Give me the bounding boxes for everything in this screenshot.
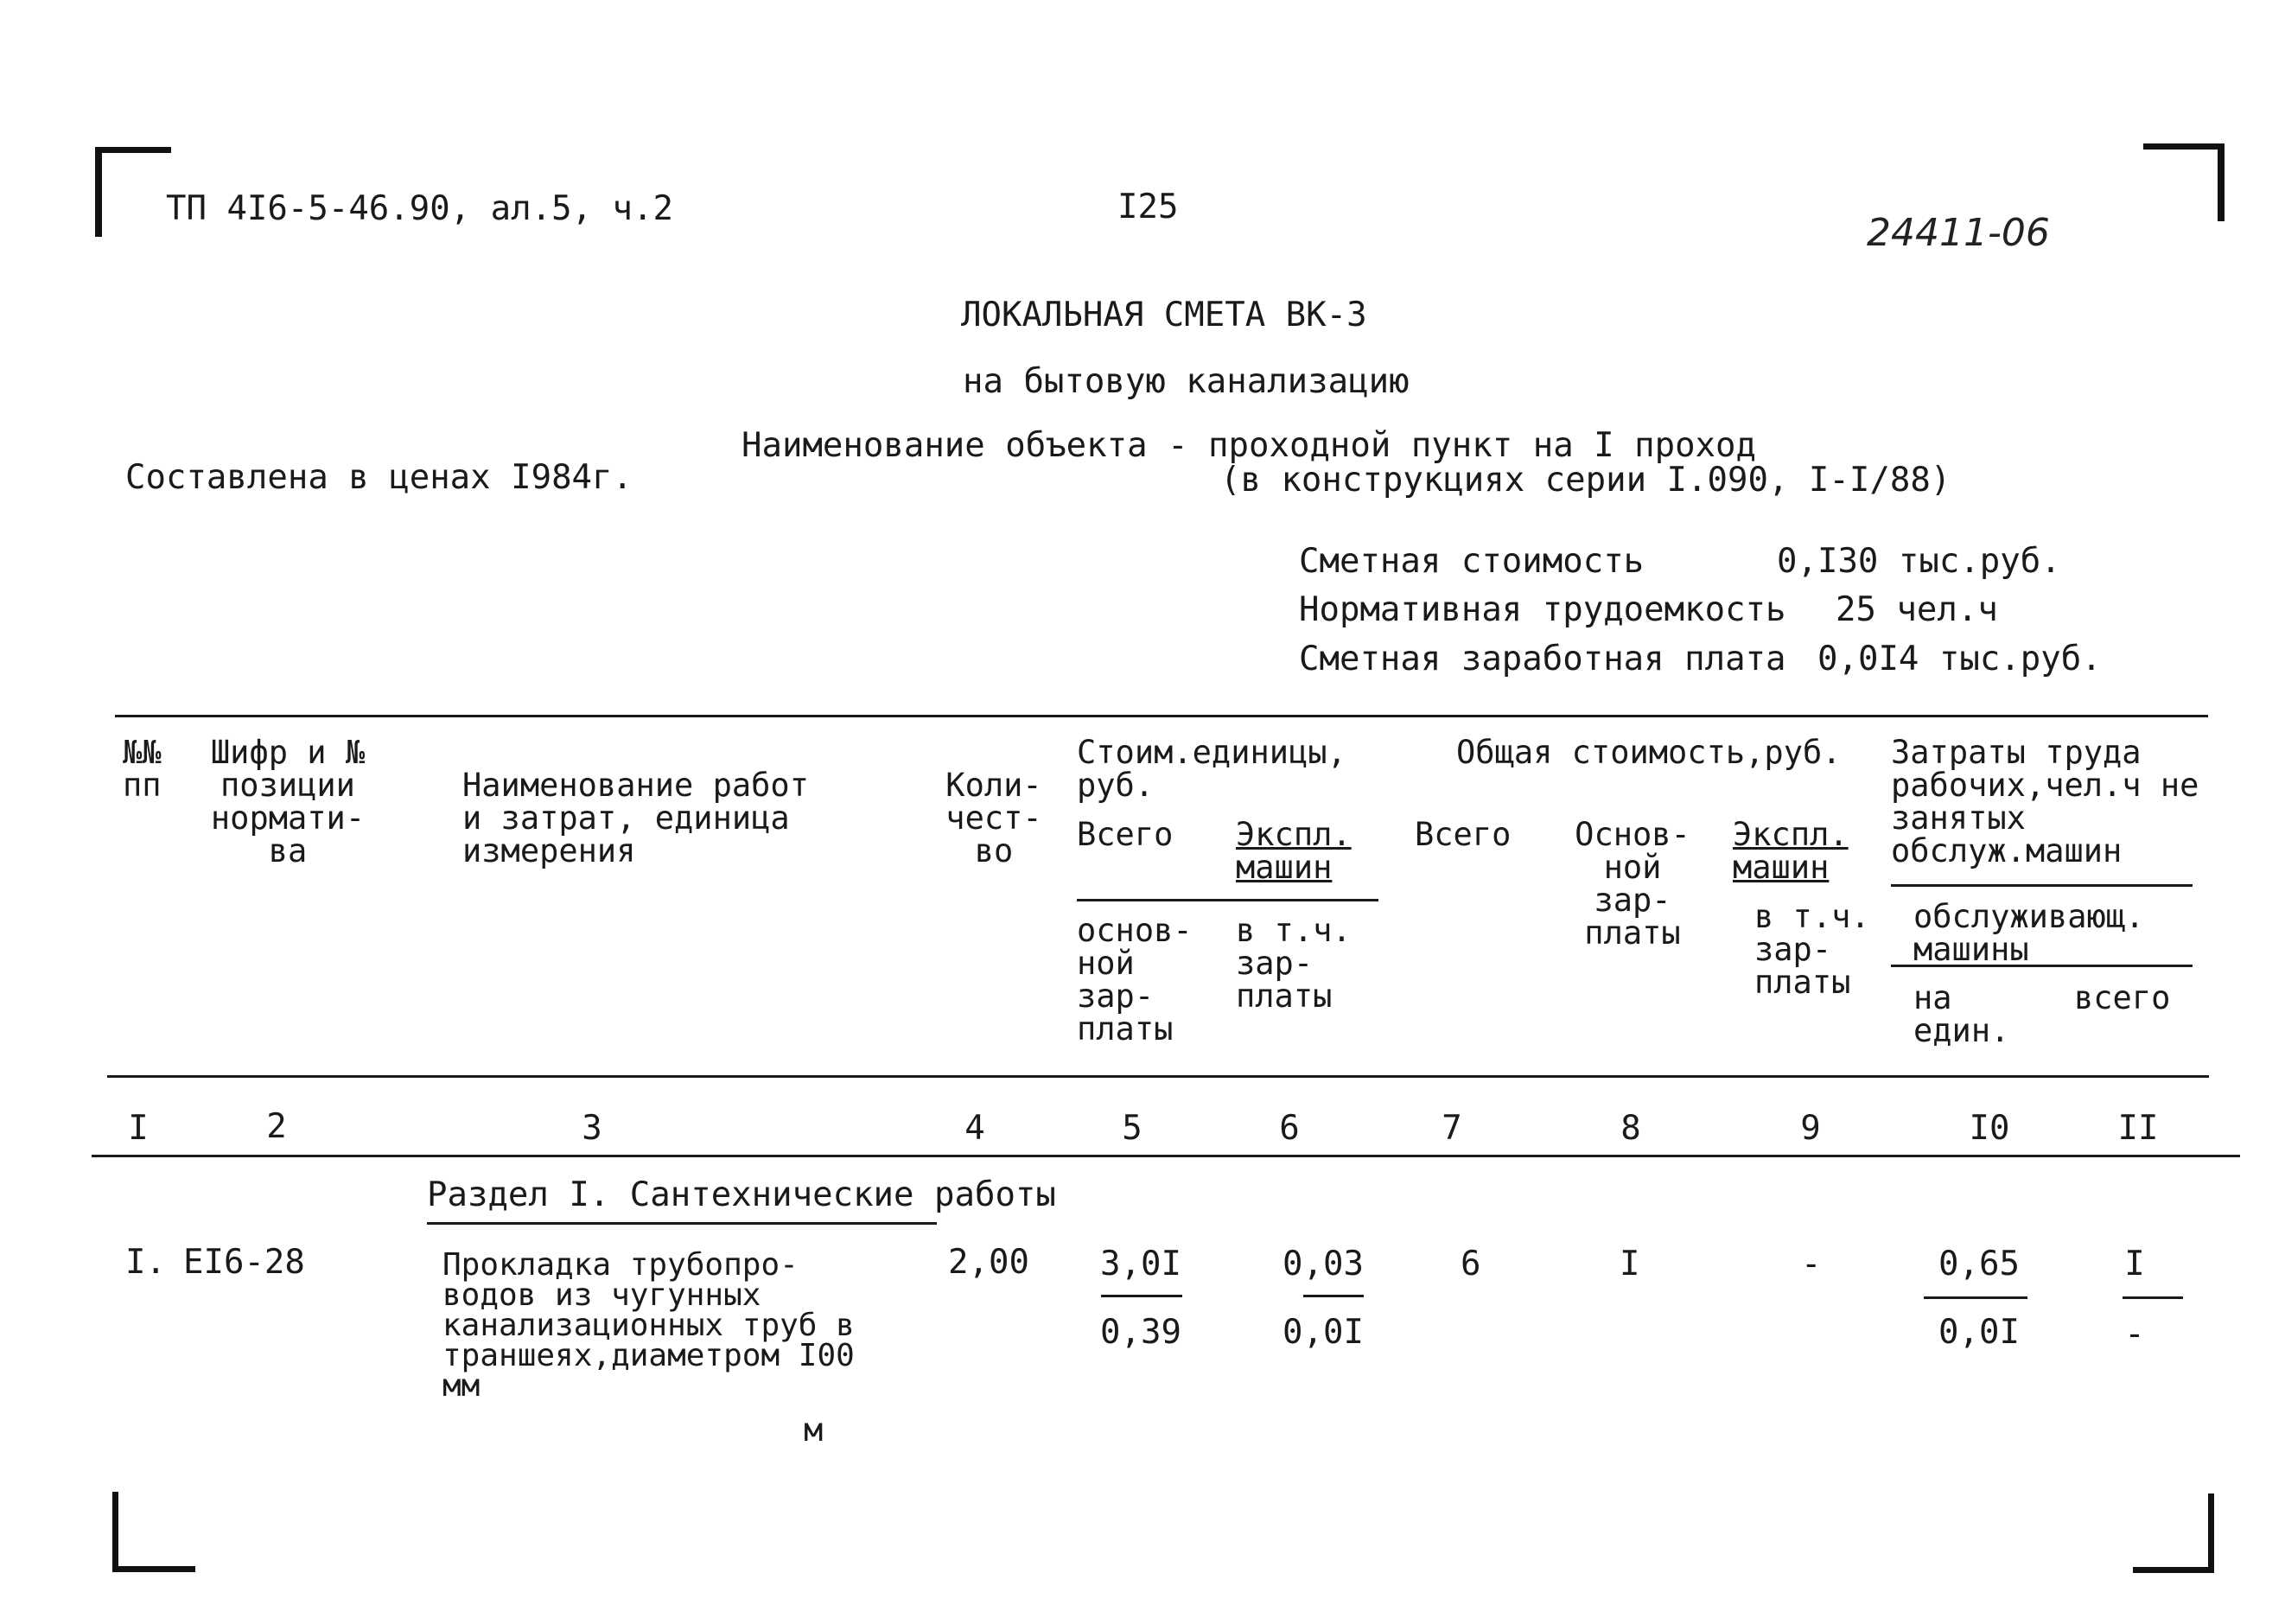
- row-qty: 2,00: [948, 1243, 1029, 1282]
- row-unit-base-wage: 0,39: [1100, 1313, 1181, 1352]
- table-top-rule: [115, 715, 2208, 717]
- price-base-note: Составлена в ценах I984г.: [125, 458, 633, 497]
- col-header-labor-total: всего: [2074, 979, 2171, 1016]
- labor-intensity-label: Нормативная трудоемкость: [1299, 590, 1786, 629]
- row-work-name: Прокладка трубопро- водов из чугунных канализационных труб в траншеях,диаметром I00 мм: [442, 1247, 855, 1404]
- row-unit: м: [804, 1411, 824, 1449]
- row-labor-total: I: [2124, 1245, 2145, 1283]
- corner-bracket-bottom-right: [2208, 1493, 2214, 1573]
- labor-group-rule: [1891, 884, 2193, 887]
- row-total-machines: -: [1801, 1245, 1822, 1283]
- col-header-unit-machines: Экспл. машин: [1236, 816, 1352, 886]
- handwritten-number: 24411-06: [1867, 211, 2050, 255]
- fraction-bar: [1101, 1295, 1182, 1297]
- corner-bracket-top-right: [2218, 143, 2225, 221]
- col-header-unit-incl-wage: в т.ч. зар- платы: [1236, 912, 1352, 1015]
- col-header-unit-cost: Стоим.единицы, руб.: [1077, 734, 1346, 804]
- column-number: 3: [582, 1109, 602, 1148]
- fraction-bar: [1303, 1295, 1364, 1297]
- fraction-bar: [1924, 1296, 2027, 1299]
- wage-label: Сметная заработная плата: [1299, 640, 1786, 678]
- corner-bracket-bottom-right-arm: [2133, 1567, 2214, 1573]
- object-name-line2: (в конструкциях серии I.090, I-I/88): [1220, 461, 1951, 500]
- estimate-cost-label: Сметная стоимость: [1299, 542, 1645, 581]
- header-bottom-rule: [107, 1075, 2209, 1078]
- row-total-all: 6: [1461, 1245, 1481, 1283]
- col-header-total-group: Общая стоимость,руб.: [1456, 734, 1842, 771]
- corner-bracket-top-right-arm: [2143, 143, 2225, 150]
- column-number: 5: [1122, 1109, 1142, 1148]
- document-code: ТП 4I6-5-46.90, ал.5, ч.2: [166, 189, 673, 228]
- row-unit-machines: 0,03: [1283, 1245, 1364, 1283]
- column-number: 4: [964, 1109, 985, 1148]
- section-title: Раздел I. Сантехнические работы: [427, 1175, 1056, 1214]
- col-header-unit-base-wage: основ- ной зар- платы: [1077, 912, 1193, 1048]
- unit-cost-rule: [1077, 899, 1378, 901]
- col-header-labor-per-unit: на един.: [1913, 979, 2010, 1049]
- col-header-unit-total: Всего: [1077, 816, 1174, 853]
- column-number: 7: [1442, 1109, 1462, 1148]
- col-header-total-all: Всего: [1415, 816, 1512, 853]
- col-header-qty: Коли- чест- во: [945, 767, 1042, 869]
- corner-bracket-bottom-left-arm: [112, 1566, 195, 1572]
- row-num: I.: [125, 1243, 166, 1282]
- estimate-cost-value: 0,I30 тыс.руб.: [1777, 542, 2061, 581]
- row-total-base-wage: I: [1620, 1245, 1640, 1283]
- row-labor-per-unit: 0,65: [1938, 1245, 2020, 1283]
- object-name-line1: Наименование объекта - проходной пункт на I проход: [742, 426, 1756, 465]
- column-number: 2: [266, 1107, 287, 1146]
- corner-bracket-top-left: [95, 147, 102, 237]
- col-header-num: №№ пп: [123, 734, 162, 804]
- column-number: 8: [1620, 1109, 1641, 1148]
- wage-value: 0,0I4 тыс.руб.: [1817, 640, 2102, 678]
- page-number: I25: [1117, 188, 1179, 226]
- col-header-total-machines: Экспл. машин: [1733, 816, 1849, 886]
- col-header-code: Шифр и № позиции нормати- ва: [210, 734, 366, 869]
- fraction-bar: [2123, 1296, 2183, 1299]
- corner-bracket-top-left-arm: [95, 147, 171, 153]
- row-unit-total: 3,0I: [1100, 1245, 1181, 1283]
- corner-bracket-bottom-left: [112, 1492, 118, 1571]
- row-labor-total-machines: -: [2124, 1315, 2145, 1353]
- column-numbers-rule: [92, 1155, 2240, 1157]
- estimate-subtitle: на бытовую канализацию: [963, 362, 1410, 401]
- col-header-labor-group: Затраты труда рабочих,чел.ч не занятых обслуж.машин: [1891, 734, 2199, 869]
- column-number: I0: [1969, 1109, 2010, 1148]
- column-number: 6: [1279, 1109, 1300, 1148]
- row-labor-per-unit-machines: 0,0I: [1938, 1313, 2020, 1352]
- col-header-total-incl-wage: в т.ч. зар- платы: [1754, 898, 1870, 1001]
- row-code: EI6-28: [183, 1243, 305, 1282]
- row-unit-incl-wage: 0,0I: [1283, 1313, 1364, 1352]
- column-number: I: [128, 1109, 149, 1148]
- estimate-title: ЛОКАЛЬНАЯ СМЕТА ВК-3: [961, 296, 1367, 334]
- labor-intensity-value: 25 чел.ч: [1836, 590, 1998, 629]
- col-header-labor-machines: обслуживающ. машины: [1913, 898, 2145, 968]
- column-number: II: [2117, 1109, 2159, 1148]
- column-number: 9: [1800, 1109, 1821, 1148]
- col-header-name: Наименование работ и затрат, единица измерения: [462, 767, 809, 869]
- section-title-underline: [427, 1222, 937, 1225]
- col-header-total-base-wage: Основ- ной зар- платы: [1575, 816, 1690, 952]
